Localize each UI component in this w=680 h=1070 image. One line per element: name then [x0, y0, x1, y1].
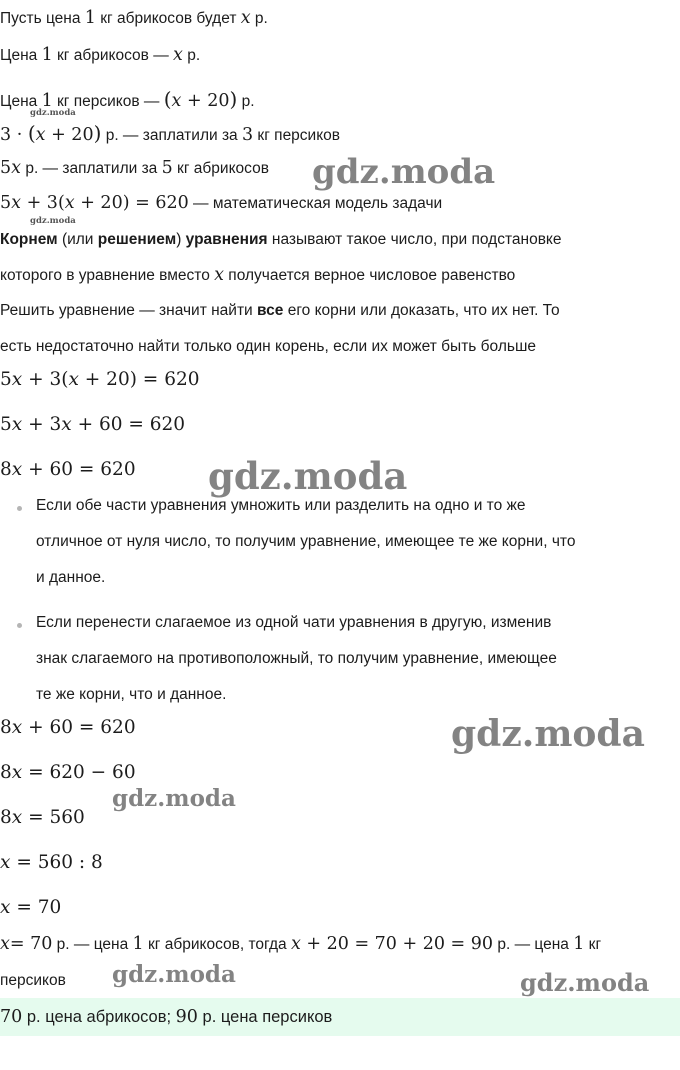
text-line: Цена 1 кг персиков — (x + 20) р.: [0, 87, 255, 111]
equation: 8x + 60 = 620: [0, 459, 136, 480]
definition-line: есть недостаточно найти только один корень, если их может быть больше: [0, 338, 537, 355]
answer-box: 70 р. цена абрикосов; 90 р. цена персиков: [0, 998, 680, 1036]
equation: 5x + 3(x + 20) = 620: [0, 369, 200, 390]
equation: x = 560 : 8: [0, 852, 103, 873]
text-line: 5x р. — заплатили за 5 кг абрикосов: [0, 158, 269, 178]
bullet-text: Если перенести слагаемое из одной чати уравнения в другую, изменив: [36, 614, 552, 631]
bullet-text: знак слагаемого на противоположный, то получим уравнение, имеющее: [36, 650, 557, 667]
bullet-text: Если обе части уравнения умножить или разделить на одно и то же: [36, 497, 526, 514]
watermark: gdz.moda: [312, 152, 496, 192]
watermark: gdz.moda: [30, 108, 76, 118]
text-line: 3 · (x + 20) р. — заплатили за 3 кг персиков: [0, 121, 341, 145]
bullet-text: отличное от нуля число, то получим уравнение, имеющее те же корни, что: [36, 533, 576, 550]
bullet-icon: [17, 623, 22, 628]
equation: x = 70: [0, 897, 62, 918]
bullet-text: и данное.: [36, 569, 106, 586]
bullet-icon: [17, 506, 22, 511]
result-line: персиков: [0, 972, 66, 989]
equation: 8x = 560: [0, 807, 85, 828]
watermark: gdz.moda: [112, 961, 236, 988]
definition-line: Корнем (или решением) уравнения называют такое число, при подстановке: [0, 231, 562, 248]
watermark: gdz.moda: [208, 454, 408, 498]
result-line: x= 70 р. — цена 1 кг абрикосов, тогда x + 20 = 70 + 20 = 90 р. — цена 1 кг: [0, 934, 602, 954]
definition-line: которого в уравнение вместо x получается верное числовое равенство: [0, 265, 516, 285]
equation: 5x + 3x + 60 = 620: [0, 414, 186, 435]
watermark: gdz.moda: [112, 785, 236, 812]
equation: 8x = 620 − 60: [0, 762, 136, 783]
text-line: Пусть цена 1 кг абрикосов будет x р.: [0, 8, 268, 28]
equation: 8x + 60 = 620: [0, 717, 136, 738]
watermark: gdz.moda: [30, 216, 76, 226]
watermark: gdz.moda: [451, 713, 645, 755]
bullet-text: те же корни, что и данное.: [36, 686, 227, 703]
watermark: gdz.moda: [520, 968, 650, 997]
text-line: Цена 1 кг абрикосов — x р.: [0, 45, 201, 65]
text-line: 5x + 3(x + 20) = 620 — математическая модель задачи: [0, 193, 443, 213]
definition-line: Решить уравнение — значит найти все его корни или доказать, что их нет. То: [0, 302, 560, 319]
